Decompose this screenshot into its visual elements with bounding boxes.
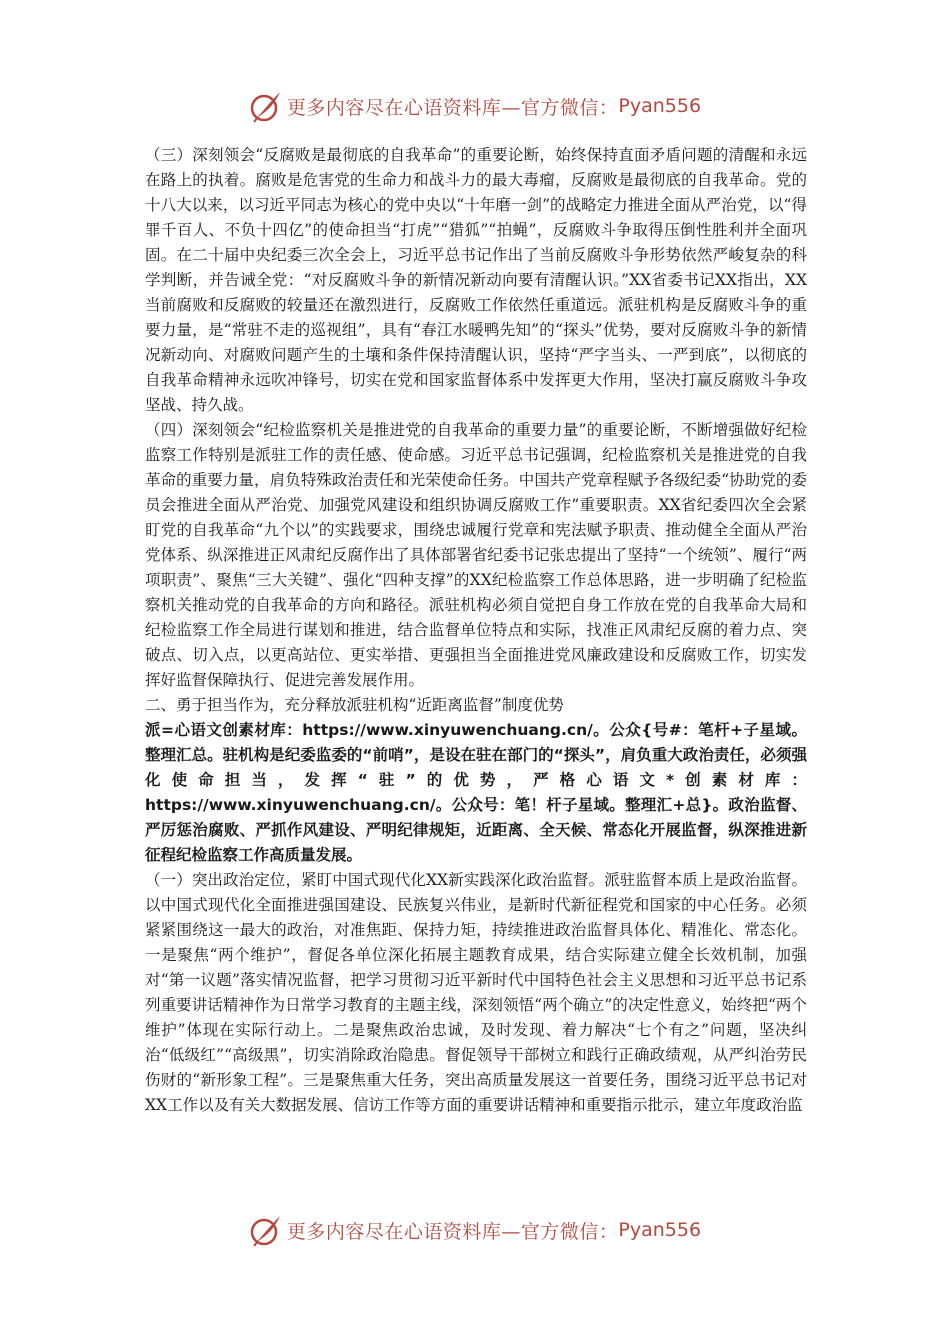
bold-paragraph: 派=心语文创素材库：https://www.xinyuwenchuang.cn/。公众{号#：笔杆+子星域。整理汇总。驻机构是纪委监委的“前哨”，是设在驻在部门的“探头”，肩负重大政治责任，必须强化使命担当，发挥“驻”的优势，严格心语文*创素材库：https://www.xinyuwenchuang.cn/。公众号：笔！杆子星域。整理汇+总}。政治监督、严厉惩治腐败、严抓作风建设、严明纪律规矩，近距离、全天候、常态化开展监督，纵深推进新征程纪检监察工作高质量发展。	[145, 721, 807, 864]
footer-banner	[0, 1210, 950, 1250]
banner-wechat-id: Pyan556	[618, 95, 702, 117]
document-body	[145, 143, 807, 1118]
banner-slogan: 更多内容尽在心语资料库—官方微信：	[286, 96, 619, 119]
banner-slogan: 更多内容尽在心语资料库—官方微信：	[286, 1220, 619, 1243]
banner-wechat-id: Pyan556	[618, 1219, 702, 1241]
paragraph: （一）突出政治定位，紧盯中国式现代化XX新实践深化政治监督。派驻监督本质上是政治监督。以中国式现代化全面推进强国建设、民族复兴伟业，是新时代新征程党和国家的中心任务。必须紧紧围绕这一最大的政治，对准焦距、保持力矩，持续推进政治监督具体化、精准化、常态化。一是聚焦“两个维护”，督促各单位深化拓展主题教育成果，结合实际建立健全长效机制，加强对“第一议题”落实情况监督，把学习贯彻习近平新时代中国特色社会主义思想和习近平总书记系列重要讲话精神作为日常学习教育的主题主线，深刻领悟“两个确立”的决定性意义，始终把“两个维护”体现在实际行动上。二是聚焦政治忠诚，及时发现、着力解决“七个有之”问题，坚决纠治“低级红”“高级黑”，切实消除政治隐患。督促领导干部树立和践行正确政绩观，从严纠治劳民伤财的“新形象工程”。三是聚焦重大任务，突出高质量发展这一首要任务，围绕习近平总书记对XX工作以及有关大数据发展、信访工作等方面的重要讲话精神和重要指示批示，建立年度政治监	[145, 871, 807, 1114]
feather-logo-icon	[249, 89, 283, 123]
paragraph: （四）深刻领会“纪检监察机关是推进党的自我革命的重要力量”的重要论断，不断增强做好纪检监察工作特别是派驻工作的责任感、使命感。习近平总书记强调，纪检监察机关是推进党的自我革命的重要力量，肩负特殊政治责任和光荣使命任务。中国共产党章程赋予各级纪委“协助党的委员会推进全面从严治党、加强党风建设和组织协调反腐败工作”重要职责。XX省纪委四次全会紧盯党的自我革命“九个以”的实践要求，围绕忠诚履行党章和宪法赋予职责、推动健全全面从严治党体系、纵深推进正风肃纪反腐作出了具体部署省纪委书记张忠提出了坚持“一个统领”、履行“两项职责”、聚焦“三大关键”、强化“四种支撑”的XX纪检监察工作总体思路，进一步明确了纪检监察机关推动党的自我革命的方向和路径。派驻机构必须自觉把自身工作放在党的自我革命大局和纪检监察工作全局进行谋划和推进，结合监督单位特点和实际，找准正风肃纪反腐的着力点、突破点、切入点，以更高站位、更实举措、更强担当全面推进党风廉政建设和反腐败工作，切实发挥好监督保障执行、促进完善发展作用。	[145, 421, 807, 689]
section-heading: 二、勇于担当作为，充分释放派驻机构“近距离监督”制度优势	[145, 696, 564, 714]
paragraph: （三）深刻领会“反腐败是最彻底的自我革命”的重要论断，始终保持直面矛盾问题的清醒和永远在路上的执着。腐败是危害党的生命力和战斗力的最大毒瘤，反腐败是最彻底的自我革命。党的十八大以来，以习近平同志为核心的党中央以“十年磨一剑”的战略定力推进全面从严治党，以“得罪千百人、不负十四亿”的使命担当“打虎”“猎狐”“拍蝇”，反腐败斗争取得压倒性胜利并全面巩固。在二十届中央纪委三次全会上，习近平总书记作出了当前反腐败斗争形势依然严峻复杂的科学判断，并告诫全党：“对反腐败斗争的新情况新动向要有清醒认识。”XX省委书记XX指出，XX当前腐败和反腐败的较量还在激烈进行，反腐败工作依然任重道远。派驻机构是反腐败斗争的重要力量，是“常驻不走的巡视组”，具有“春江水暖鸭先知”的“探头”优势，要对反腐败斗争的新情况新动向、对腐败问题产生的土壤和条件保持清醒认识，坚持“严字当头、一严到底”，以彻底的自我革命精神永远吹冲锋号，切实在党和国家监督体系中发挥更大作用，坚决打赢反腐败斗争攻坚战、持久战。	[145, 146, 807, 414]
header-banner	[0, 86, 950, 126]
feather-logo-icon	[249, 1213, 283, 1247]
